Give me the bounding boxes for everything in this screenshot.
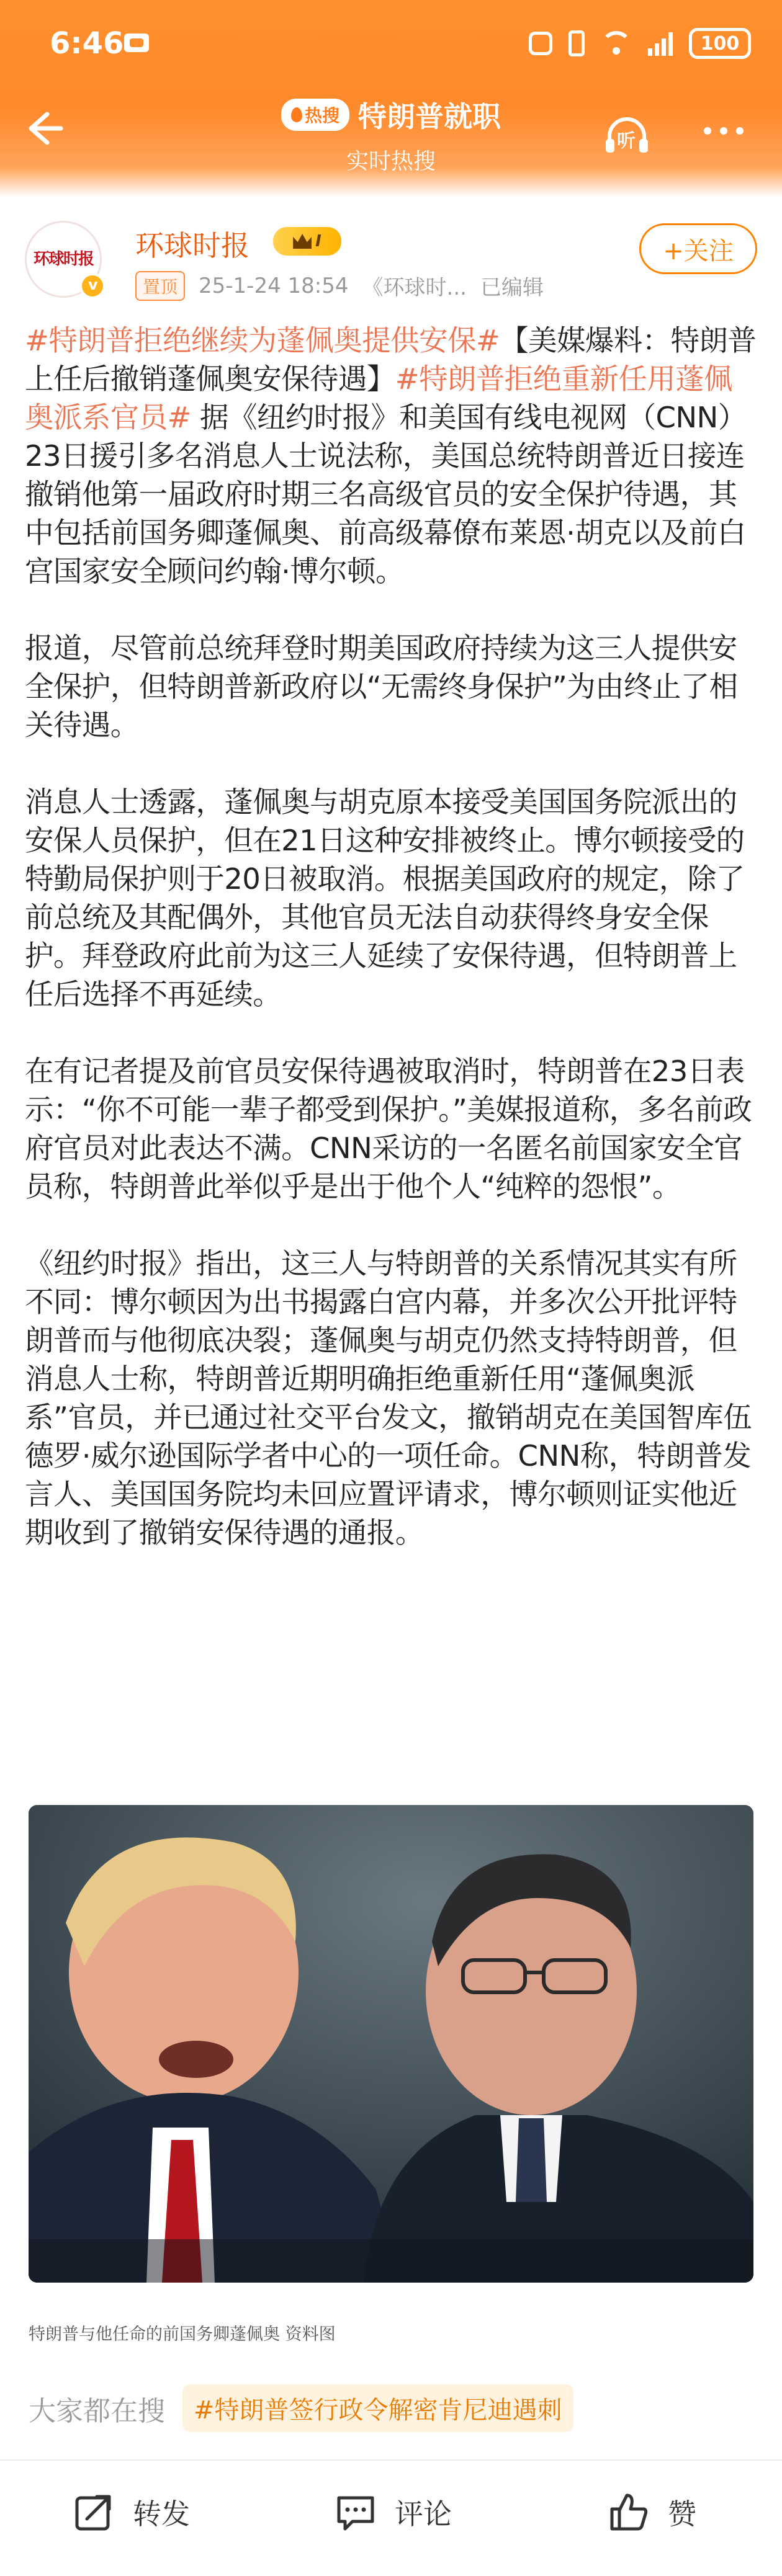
wifi-icon bbox=[601, 31, 632, 56]
like-button[interactable] bbox=[607, 2490, 696, 2534]
share-label: 转发 bbox=[133, 2497, 190, 2531]
image-caption: 特朗普与他任命的前国务卿蓬佩奥 资料图 bbox=[29, 2325, 336, 2344]
related-search-chip[interactable]: #特朗普签行政令解密肯尼迪遇刺 bbox=[182, 2384, 573, 2432]
hot-badge-label: 热搜 bbox=[304, 105, 339, 126]
follow-button[interactable]: +关注 bbox=[639, 223, 757, 274]
status-icons bbox=[529, 25, 751, 62]
level-badge-label: I bbox=[315, 232, 321, 251]
comment-icon bbox=[334, 2490, 377, 2534]
post-text-segment: 在有记者提及前官员安保待遇被取消时，特朗普在23日表示：“你不可能一辈子都受到保护。”美媒报道称，多名前政府官员对此表达不满。CNN采访的一名匿名前国家安全官员称，特朗普此举似乎是出于他个人“纯粹的怨恨”。 bbox=[25, 1054, 752, 1203]
post-source: 《环球时... bbox=[362, 275, 467, 300]
post-text-segment: 【美媒爆料：特朗普上任后撤销蓬佩奥安保待遇】 bbox=[25, 324, 757, 396]
topic-header bbox=[0, 94, 782, 176]
related-search-row bbox=[29, 2384, 573, 2432]
topic-subtitle: 实时热搜 bbox=[346, 149, 436, 174]
post-text-segment: 据《纽约时报》和美国有线电视网（CNN）23日援引多名消息人士说法称，美国总统特朗普近日接连撤销他第一届政府时期三名高级官员的安全保护待遇，其中包括前国务卿蓬佩奥、前高级幕僚布莱恩·胡克以及前白宫国家安全顾问约翰·博尔顿。 bbox=[25, 401, 747, 588]
comment-button[interactable] bbox=[334, 2490, 452, 2534]
flame-icon bbox=[291, 107, 302, 122]
vibrate-icon bbox=[569, 30, 585, 56]
post-paragraph bbox=[25, 783, 757, 1014]
related-search-label: 大家都在搜 bbox=[29, 2395, 165, 2427]
post-meta bbox=[135, 270, 544, 301]
battery-icon bbox=[689, 28, 751, 59]
post-paragraph bbox=[25, 1052, 757, 1206]
author-name[interactable]: 环球时报 bbox=[135, 229, 249, 262]
post-text-segment: 报道，尽管前总统拜登时期美国政府持续为这三人提供安全保护，但特朗普新政府以“无需终身保护”为由终止了相关待遇。 bbox=[25, 631, 738, 742]
hot-search-badge bbox=[281, 99, 349, 131]
like-label: 赞 bbox=[668, 2497, 696, 2531]
post-image-illustration bbox=[29, 1805, 753, 2283]
post-image[interactable] bbox=[29, 1805, 753, 2283]
notification-icon bbox=[124, 33, 149, 52]
edited-label: 已编辑 bbox=[480, 275, 544, 300]
post-text-segment: 消息人士透露，蓬佩奥与胡克原本接受美国国务院派出的安保人员保护，但在21日这种安排被终止。博尔顿接受的特勤局保护则于20日被取消。根据美国政府的规定，除了前总统及其配偶外，其他官员无法自动获得终身安全保护。拜登政府此前为这三人延续了安保待遇，但特朗普上任后选择不再延续。 bbox=[25, 785, 745, 1011]
crown-icon bbox=[293, 234, 312, 249]
post-date: 25-1-24 18:54 bbox=[199, 273, 349, 298]
comment-label: 评论 bbox=[395, 2497, 452, 2531]
alarm-icon bbox=[529, 32, 552, 55]
pinned-badge: 置顶 bbox=[135, 271, 185, 301]
bottom-action-bar bbox=[0, 2461, 782, 2576]
listen-label: 听 bbox=[617, 130, 636, 152]
status-bar bbox=[0, 0, 782, 93]
signal-icon bbox=[648, 31, 673, 56]
like-icon bbox=[607, 2490, 650, 2534]
post-text-segment: 《纽约时报》指出，这三人与特朗普的关系情况其实有所不同：博尔顿因为出书揭露白宫内幕，并多次公开批评特朗普而与他彻底决裂；蓬佩奥与胡克仍然支持特朗普，但消息人士称，特朗普近期明确拒绝重新任用“蓬佩奥派系”官员，并已通过社交平台发文，撤销胡克在美国智库伍德罗·威尔逊国际学者中心的一项任命。CNN称，特朗普发言人、美国国务院均未回应置评请求，博尔顿则证实他近期收到了撤销安保待遇的通报。 bbox=[25, 1247, 752, 1549]
more-icon[interactable] bbox=[704, 127, 744, 135]
post-body bbox=[25, 321, 757, 1552]
post-paragraph bbox=[25, 1244, 757, 1552]
hashtag-link[interactable]: #特朗普拒绝继续为蓬佩奥提供安保# bbox=[25, 324, 500, 357]
status-time: 6:46 bbox=[50, 26, 124, 61]
level-badge bbox=[273, 227, 341, 256]
avatar-logo-text: 环球时报 bbox=[33, 250, 93, 269]
header bbox=[0, 0, 782, 197]
post-paragraph bbox=[25, 321, 757, 591]
topic-title[interactable]: 特朗普就职 bbox=[358, 100, 501, 133]
hashtag-link[interactable]: #特朗普拒绝重新任用蓬佩奥派系官员# bbox=[25, 362, 732, 434]
share-icon bbox=[72, 2490, 115, 2534]
share-button[interactable] bbox=[72, 2490, 190, 2534]
post-paragraph bbox=[25, 629, 757, 744]
battery-level: 100 bbox=[700, 32, 740, 55]
verified-icon bbox=[79, 273, 106, 299]
